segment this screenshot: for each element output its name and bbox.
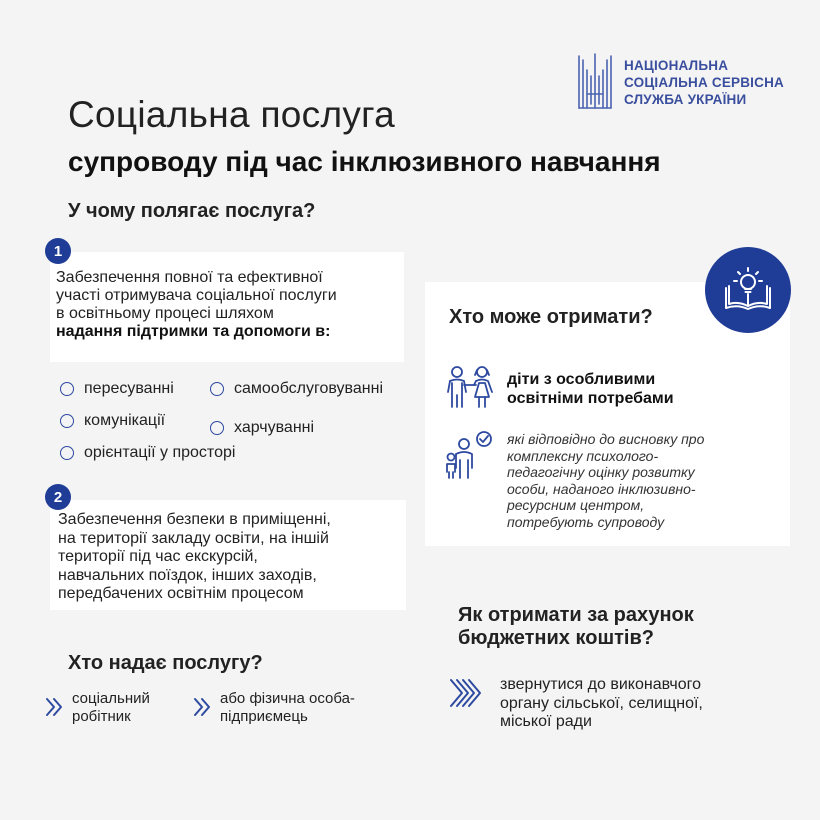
service-item-card-1 bbox=[50, 252, 404, 362]
number-badge: 2 bbox=[45, 484, 71, 510]
text-line: педагогічну оцінку розвитку bbox=[507, 464, 695, 480]
option-label: пересуванні bbox=[84, 380, 174, 397]
text-line: території під час екскурсій, bbox=[58, 548, 258, 565]
text-line: навчальних поїздок, інших заходів, bbox=[58, 566, 317, 584]
section-heading-provider: Хто надає послугу? bbox=[68, 652, 263, 674]
circle-bullet-icon bbox=[210, 421, 224, 435]
text-line: участі отримувача соціальної послуги bbox=[56, 287, 337, 304]
text-line: особи, наданого інклюзивно- bbox=[507, 480, 696, 497]
text-line: освітніми потребами bbox=[507, 390, 674, 407]
service-item-card-2 bbox=[50, 500, 406, 610]
circle-bullet-icon bbox=[60, 446, 74, 460]
provider-item bbox=[220, 690, 355, 726]
provider-item bbox=[72, 690, 150, 726]
service-item-text bbox=[56, 269, 404, 341]
text-line: Забезпечення повної та ефективної bbox=[56, 269, 323, 286]
recipient-group-2 bbox=[507, 431, 704, 530]
text-line: міської ради bbox=[500, 713, 592, 730]
circle-bullet-icon bbox=[60, 414, 74, 428]
text-line: органу сільської, селищної, bbox=[500, 694, 703, 712]
text-line: соціальний bbox=[72, 690, 150, 707]
chevron-double-right-icon bbox=[192, 696, 212, 718]
option-item bbox=[60, 380, 174, 398]
org-name-line: СОЦІАЛЬНА СЕРВІСНА bbox=[624, 75, 784, 90]
text-line: ресурсним центром, bbox=[507, 497, 645, 513]
option-item bbox=[210, 380, 383, 398]
text-line: Забезпечення безпеки в приміщенні, bbox=[58, 511, 331, 528]
option-label: самообслуговуванні bbox=[234, 380, 383, 397]
section-heading-what: У чому полягає послуга? bbox=[68, 200, 316, 222]
page-title: Соціальна послуга bbox=[68, 94, 396, 135]
option-label: комунікації bbox=[84, 412, 166, 429]
text-line: Як отримати за рахунок bbox=[458, 604, 694, 626]
trident-emblem-icon bbox=[576, 50, 616, 112]
text-line: на території закладу освіти, на іншій bbox=[58, 529, 329, 547]
text-line: потребують супроводу bbox=[507, 513, 665, 530]
text-line: комплексну психолого- bbox=[507, 447, 659, 464]
page-subtitle: супроводу під час інклюзивного навчання bbox=[68, 146, 661, 177]
service-item-text bbox=[58, 511, 406, 604]
option-item bbox=[210, 419, 314, 437]
how-to-obtain-text bbox=[500, 676, 703, 732]
children-icon bbox=[444, 365, 496, 409]
chevron-double-right-icon bbox=[448, 676, 484, 710]
text-line: бюджетних коштів? bbox=[458, 627, 654, 649]
section-heading-who-receives: Хто може отримати? bbox=[449, 306, 653, 328]
text-line: робітник bbox=[72, 708, 131, 725]
text-line: передбачених освітнім процесом bbox=[58, 585, 304, 602]
circle-bullet-icon bbox=[210, 382, 224, 396]
org-name-line: СЛУЖБА УКРАЇНИ bbox=[624, 92, 747, 107]
chevron-double-right-icon bbox=[44, 696, 64, 718]
option-label: харчуванні bbox=[234, 419, 315, 436]
number-badge: 1 bbox=[45, 238, 71, 264]
option-item bbox=[60, 412, 165, 430]
text-line: діти з особливими bbox=[507, 371, 656, 388]
text-line: або фізична особа- bbox=[220, 690, 355, 707]
text-line: звернутися до виконавчого bbox=[500, 676, 701, 693]
circle-bullet-icon bbox=[60, 382, 74, 396]
text-line: в освітньому процесі шляхом bbox=[56, 305, 274, 322]
open-book-lightbulb-icon bbox=[705, 247, 791, 333]
option-item bbox=[60, 444, 235, 462]
text-line-bold: надання підтримки та допомоги в: bbox=[56, 323, 331, 340]
adult-child-check-icon bbox=[444, 430, 496, 480]
text-line: підприємець bbox=[220, 708, 308, 725]
org-name-line: НАЦІОНАЛЬНА bbox=[624, 58, 729, 73]
text-line: які відповідно до висновку про bbox=[507, 431, 705, 447]
section-heading-how bbox=[458, 604, 694, 650]
logo bbox=[576, 50, 796, 112]
recipient-group-1 bbox=[507, 370, 674, 408]
org-name bbox=[624, 57, 784, 108]
option-label: орієнтації у просторі bbox=[84, 444, 236, 461]
